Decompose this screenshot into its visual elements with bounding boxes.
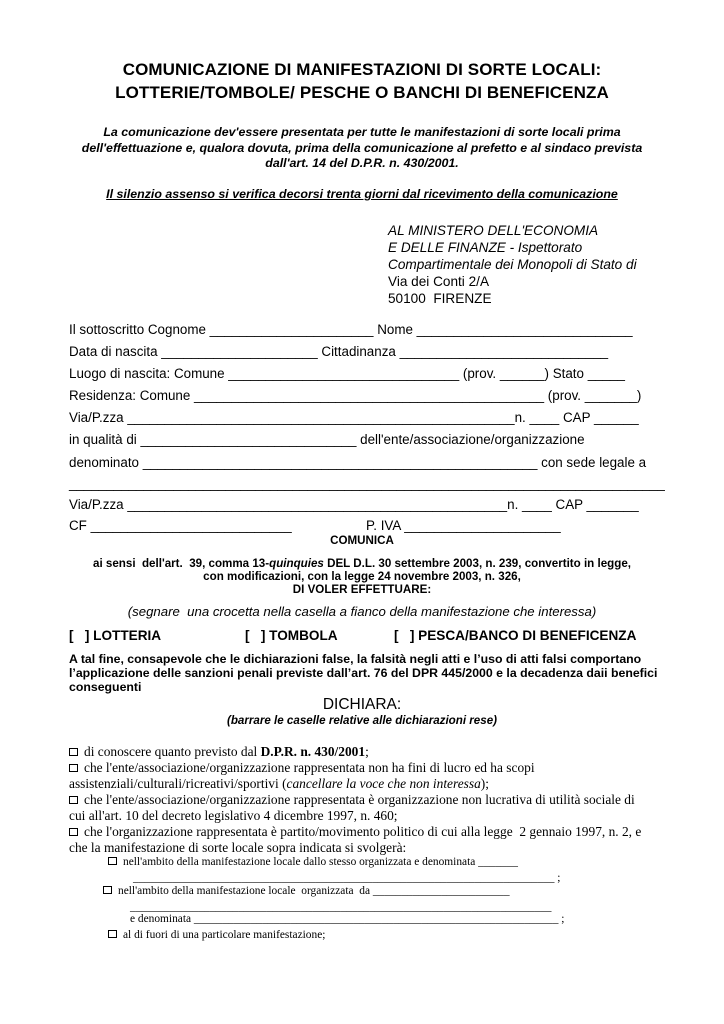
checkbox-icon[interactable] xyxy=(69,764,78,772)
law-reference-line2: con modificazioni, con la legge 24 novembre 2003, n. 326, xyxy=(203,570,521,583)
declaration-4-line1[interactable]: che l'organizzazione rappresentata è partito/movimento politico di cui alla legge 2 gennaio 1997, n. 2, e xyxy=(69,824,641,840)
declaration-4-line2: che la manifestazione di sorte locale sopra indicata si svolgerà: xyxy=(69,840,407,855)
checkbox-icon[interactable] xyxy=(108,857,117,865)
recipient-line5: 50100 FIRENZE xyxy=(388,291,492,306)
dichiara-subtitle: (barrare le caselle relative alle dichiarazioni rese) xyxy=(226,714,498,727)
recipient-line2: E DELLE FINANZE - Ispettorato xyxy=(388,240,583,255)
recipient-line4: Via dei Conti 2/A xyxy=(388,274,490,289)
field-residenza[interactable]: Residenza: Comune _______________________________________________ (prov. _______) xyxy=(69,388,642,403)
recipient-line1: AL MINISTERO DELL'ECONOMIA xyxy=(388,223,599,238)
instruction-text: (segnare una crocetta nella casella a fianco della manifestazione che interessa) xyxy=(127,604,597,619)
declaration-3-line2: cui all'art. 10 del decreto legislativo 4 dicembre 1997, n. 460; xyxy=(69,808,398,823)
field-sede-legale[interactable]: ________________________________________________________________________________ xyxy=(69,476,665,491)
field-qualita[interactable]: in qualità di _____________________________ dell'ente/associazione/organizzazione xyxy=(69,432,585,447)
field-via-sede[interactable]: Via/P.zza ___________________________________________________n. ____ CAP _______ xyxy=(69,497,639,512)
field-denominato[interactable]: denominato _____________________________________________________ con sede legale a xyxy=(69,455,647,470)
declaration-2-line2: assistenziali/culturali/ricreativi/sportivi (cancellare la voce che non interessa); xyxy=(69,776,489,791)
field-cognome-nome[interactable]: Il sottoscritto Cognome ______________________ Nome _____________________________ xyxy=(69,322,633,337)
sub-option-2-line3[interactable]: e denominata ________________________________________________________________ ; xyxy=(130,913,565,925)
field-via-residenza[interactable]: Via/P.zza ____________________________________________________n. ____ CAP ______ xyxy=(69,410,639,425)
declaration-3-line1[interactable]: che l'ente/associazione/organizzazione rappresentata è organizzazione non lucrativa di utilità sociale di xyxy=(69,792,635,808)
voler-effettuare: DI VOLER EFFETTUARE: xyxy=(292,583,432,596)
checkbox-icon[interactable] xyxy=(69,796,78,804)
checkbox-icon[interactable] xyxy=(69,748,78,756)
dichiarazioni-false-warning: A tal fine, consapevole che le dichiarazioni false, la falsità negli atti e l’uso di atti falsi comportano l’applicazione delle sanzioni penali previste dall’art. 76 del DPR 445/2000 e la decadenza daii benefici conseguenti xyxy=(69,652,658,694)
silenzio-assenso-note: Il silenzio assenso si verifica decorsi trenta giorni dal ricevimento della comunicazione xyxy=(106,187,618,201)
field-cf-piva[interactable]: CF ___________________________ P. IVA _____________________ xyxy=(69,518,561,533)
checkbox-icon[interactable] xyxy=(69,828,78,836)
recipient-line3: Compartimentale dei Monopoli di Stato di xyxy=(388,257,637,272)
comunica-heading: COMUNICA xyxy=(330,534,394,547)
field-luogo-nascita[interactable]: Luogo di nascita: Comune _______________________________ (prov. ______) Stato _____ xyxy=(69,366,625,381)
dichiara-heading: DICHIARA: xyxy=(322,696,402,713)
declaration-2-line1[interactable]: che l'ente/associazione/organizzazione rappresentata non ha fini di lucro ed ha scopi xyxy=(69,760,535,776)
checkbox-icon[interactable] xyxy=(108,930,117,938)
option-lotteria[interactable]: [ ] LOTTERIA xyxy=(69,628,162,643)
option-tombola[interactable]: [ ] TOMBOLA xyxy=(245,628,338,643)
intro-paragraph: La comunicazione dev'essere presentata per tutte le manifestazioni di sorte locali prima dell'effettuazione e, qualora dovuta, prima della comunicazione al prefetto e al sindaco prevista dall'art. 14 del D.P.R. n. 430/2001. xyxy=(81,125,643,170)
sub-option-1-line2[interactable]: __________________________________________________________________________ ; xyxy=(133,872,561,884)
page-title-line2: LOTTERIE/TOMBOLE/ PESCHE O BANCHI DI BENEFICENZA xyxy=(115,83,609,102)
sub-option-2-line1[interactable]: nell'ambito della manifestazione locale organizzata da ________________________ xyxy=(103,885,510,897)
option-pesca-banco[interactable]: [ ] PESCA/BANCO DI BENEFICENZA xyxy=(394,628,637,643)
sub-option-3[interactable]: al di fuori di una particolare manifestazione; xyxy=(108,929,325,941)
sub-option-1-line1[interactable]: nell'ambito della manifestazione locale dallo stesso organizzata e denominata _______ xyxy=(108,856,518,868)
law-reference-line1: ai sensi dell'art. 39, comma 13-quinquies DEL D.L. 30 settembre 2003, n. 239, convertito in legge, xyxy=(93,557,631,570)
declaration-1[interactable]: di conoscere quanto previsto dal D.P.R. n. 430/2001; xyxy=(69,744,369,760)
sub-option-2-line2[interactable]: __________________________________________________________________________ xyxy=(130,901,552,913)
checkbox-icon[interactable] xyxy=(103,886,112,894)
page-title-line1: COMUNICAZIONE DI MANIFESTAZIONI DI SORTE LOCALI: xyxy=(122,60,602,79)
field-nascita-cittadinanza[interactable]: Data di nascita _____________________ Cittadinanza ____________________________ xyxy=(69,344,609,359)
